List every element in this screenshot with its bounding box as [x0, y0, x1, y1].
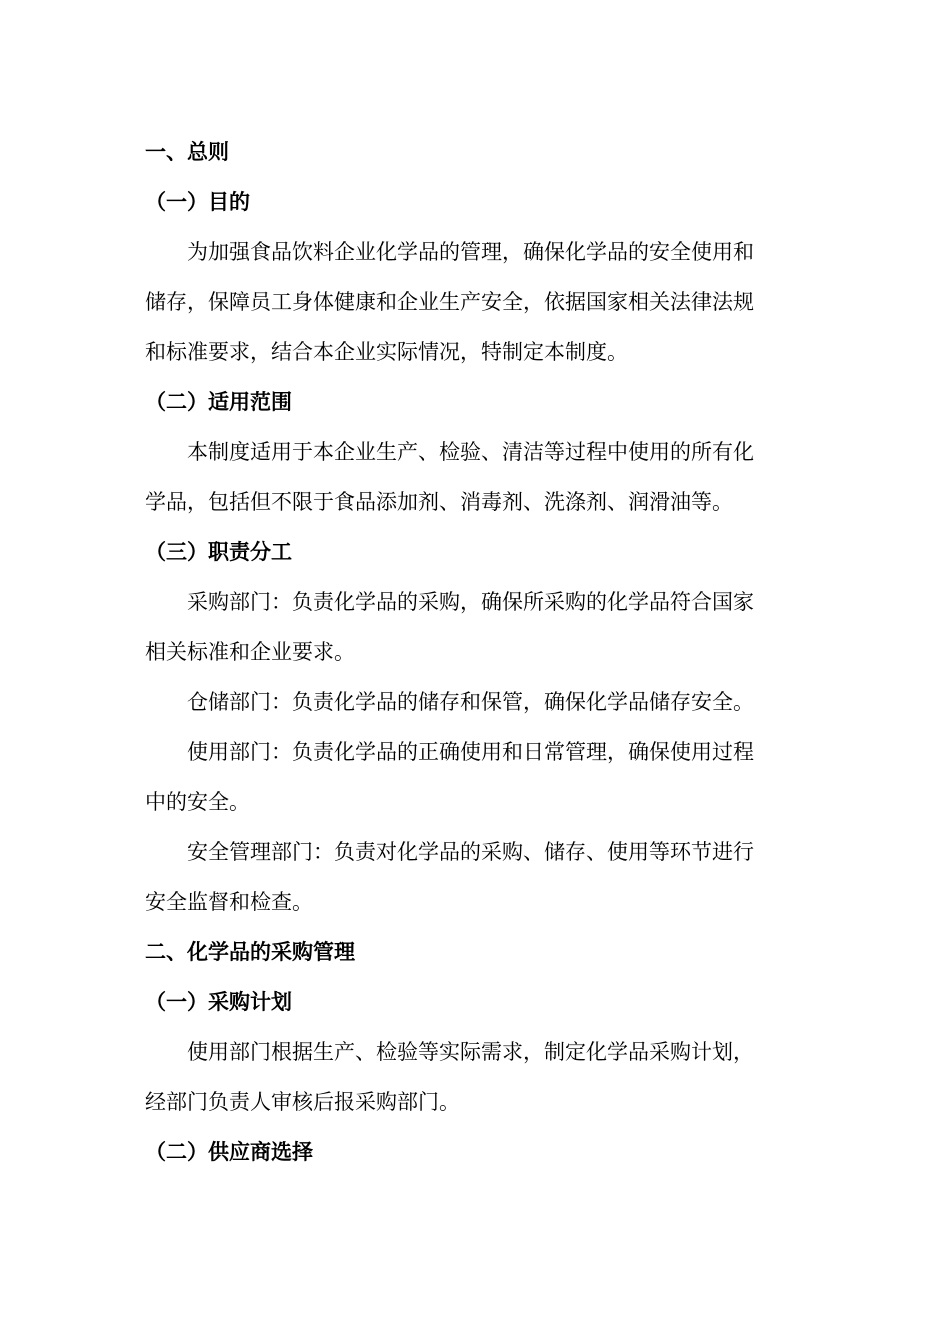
section-heading-general: 一、总则 — [145, 140, 229, 164]
paragraph-line: 仓储部门：负责化学品的储存和保管，确保化学品储存安全。 — [187, 690, 754, 714]
subsection-heading-responsibilities: （三）职责分工 — [145, 540, 292, 564]
paragraph-line: 采购部门：负责化学品的采购，确保所采购的化学品符合国家 — [187, 590, 754, 614]
paragraph-line: 为加强食品饮料企业化学品的管理，确保化学品的安全使用和 — [187, 240, 754, 264]
paragraph-line: 使用部门根据生产、检验等实际需求，制定化学品采购计划， — [187, 1040, 754, 1064]
paragraph-line: 本制度适用于本企业生产、检验、清洁等过程中使用的所有化 — [187, 440, 754, 464]
paragraph-line: 学品，包括但不限于食品添加剂、消毒剂、洗涤剂、润滑油等。 — [145, 490, 733, 514]
subsection-heading-purpose: （一）目的 — [145, 190, 250, 214]
section-heading-procurement: 二、化学品的采购管理 — [145, 940, 355, 964]
paragraph-line: 使用部门：负责化学品的正确使用和日常管理，确保使用过程 — [187, 740, 754, 764]
paragraph-line: 安全监督和检查。 — [145, 890, 313, 914]
paragraph-line: 储存，保障员工身体健康和企业生产安全，依据国家相关法律法规 — [145, 290, 754, 314]
document-body — [145, 127, 795, 1177]
subsection-heading-supplier-selection: （二）供应商选择 — [145, 1140, 313, 1164]
paragraph-line: 中的安全。 — [145, 790, 250, 814]
subsection-heading-purchase-plan: （一）采购计划 — [145, 990, 292, 1014]
paragraph-line: 相关标准和企业要求。 — [145, 640, 355, 664]
paragraph-line: 安全管理部门：负责对化学品的采购、储存、使用等环节进行 — [187, 840, 754, 864]
paragraph-line: 和标准要求，结合本企业实际情况，特制定本制度。 — [145, 340, 628, 364]
paragraph-line: 经部门负责人审核后报采购部门。 — [145, 1090, 460, 1114]
subsection-heading-scope: （二）适用范围 — [145, 390, 292, 414]
